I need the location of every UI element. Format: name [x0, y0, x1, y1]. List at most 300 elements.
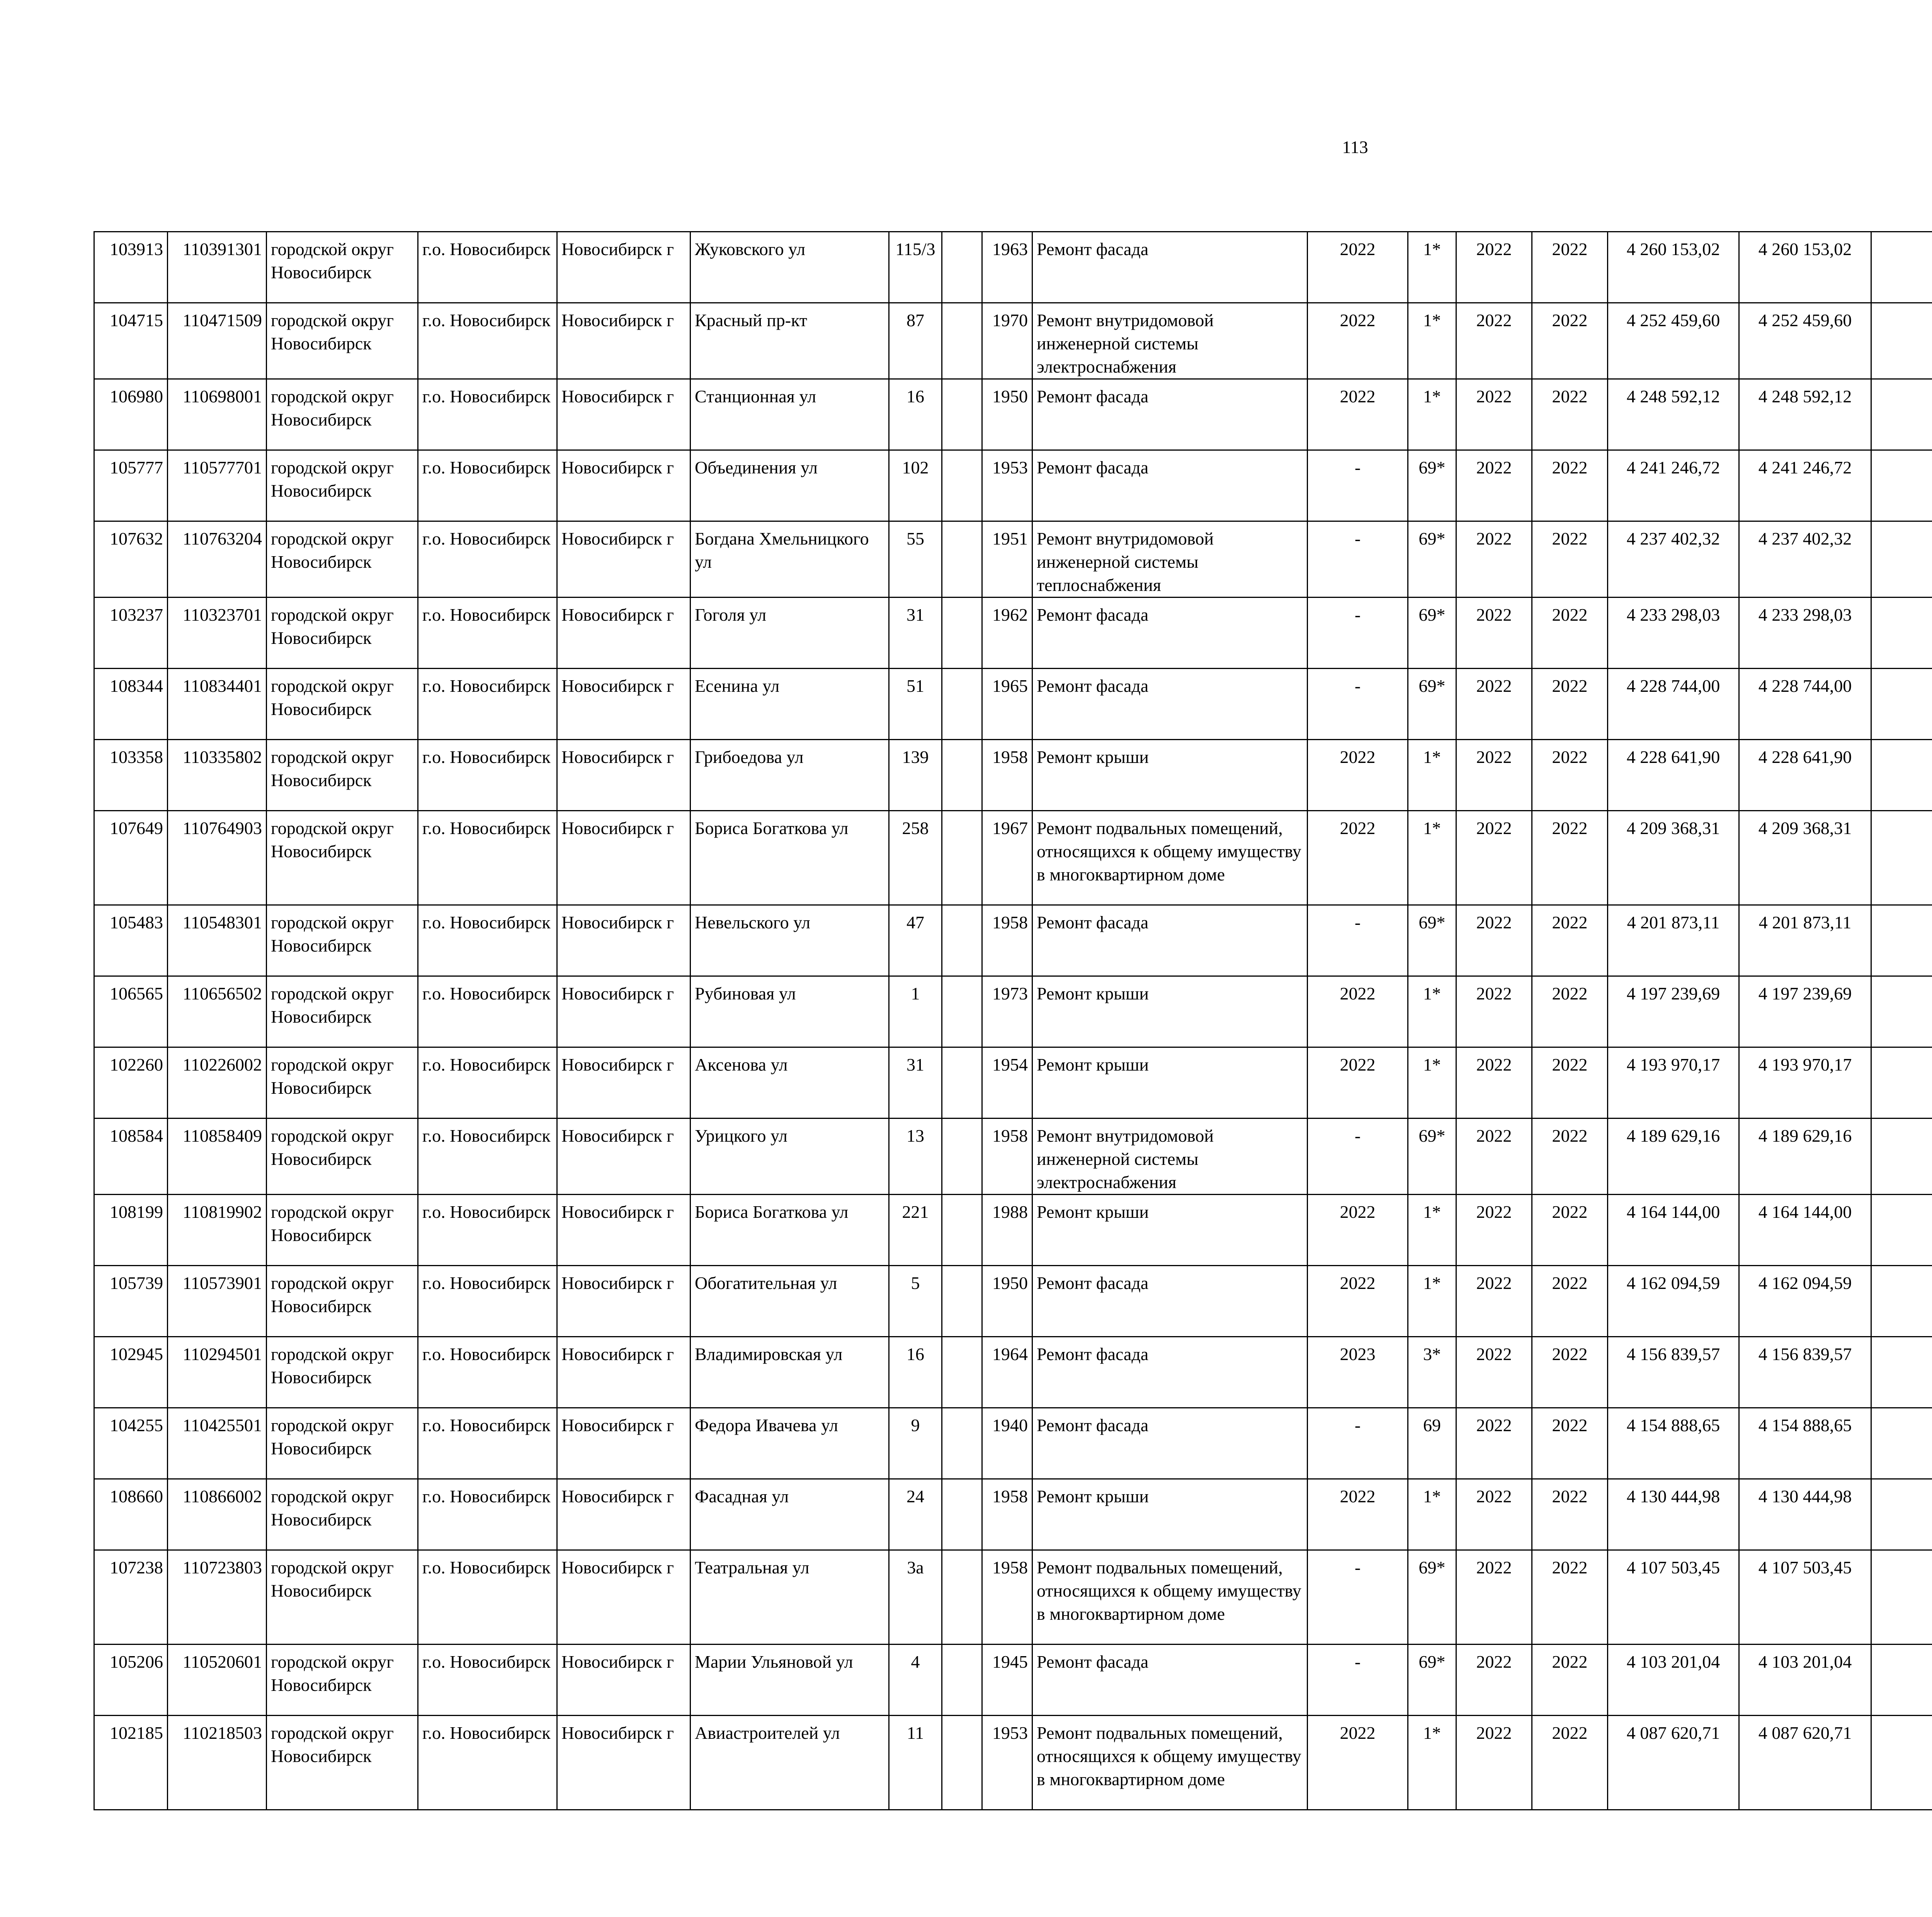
cell-end-year: 2022: [1532, 1645, 1608, 1716]
cell-budget-1: [1871, 450, 1932, 521]
cell-total-cost: 4 197 239,69: [1608, 976, 1739, 1047]
cell-end-year: 2022: [1532, 1266, 1608, 1337]
cell-budget-1: [1871, 1119, 1932, 1195]
cell-year: 1964: [982, 1337, 1032, 1408]
table-row: [94, 976, 1932, 1047]
cell-house: 5: [889, 1266, 942, 1337]
cell-city: Новосибирск г: [557, 1645, 690, 1716]
cell-start-year: 2022: [1456, 303, 1532, 379]
cell-street: Театральная ул: [690, 1550, 889, 1645]
cell-plan-year: -: [1308, 1550, 1408, 1645]
cell-budget-1: [1871, 740, 1932, 811]
cell-total-cost: 4 241 246,72: [1608, 450, 1739, 521]
table-row: [94, 303, 1932, 379]
cell-total-cost: 4 130 444,98: [1608, 1479, 1739, 1550]
cell-street: Марии Ульяновой ул: [690, 1645, 889, 1716]
cell-end-year: 2022: [1532, 450, 1608, 521]
table-row: [94, 450, 1932, 521]
cell-city: Новосибирск г: [557, 598, 690, 669]
cell-district: городской округ Новосибирск: [267, 1479, 418, 1550]
cell-start-year: 2022: [1456, 1119, 1532, 1195]
cell-fund-cost: 4 252 459,60: [1739, 303, 1871, 379]
cell-fund-cost: 4 154 888,65: [1739, 1408, 1871, 1479]
cell-building: [942, 1337, 982, 1408]
cell-id: 107632: [94, 521, 168, 598]
cell-work-type: Ремонт подвальных помещений, относящихся к общему имуществу в многоквартирном доме: [1032, 1550, 1308, 1645]
cell-building: [942, 1266, 982, 1337]
cell-id: 102260: [94, 1047, 168, 1119]
cell-city-district: г.о. Новосибирск: [418, 1408, 557, 1479]
table-row: [94, 1337, 1932, 1408]
cell-total-cost: 4 162 094,59: [1608, 1266, 1739, 1337]
cell-start-year: 2022: [1456, 1550, 1532, 1645]
cell-start-year: 2022: [1456, 521, 1532, 598]
cell-house: 1: [889, 976, 942, 1047]
cell-plan-year: -: [1308, 1645, 1408, 1716]
cell-total-cost: 4 237 402,32: [1608, 521, 1739, 598]
cell-code: 110548301: [168, 905, 267, 976]
cell-year: 1953: [982, 450, 1032, 521]
cell-plan-year: 2022: [1308, 811, 1408, 905]
cell-city-district: г.о. Новосибирск: [418, 1645, 557, 1716]
cell-fund-cost: 4 156 839,57: [1739, 1337, 1871, 1408]
cell-house: 16: [889, 379, 942, 450]
cell-house: 16: [889, 1337, 942, 1408]
cell-id: 106565: [94, 976, 168, 1047]
cell-id: 108584: [94, 1119, 168, 1195]
table-row: [94, 1408, 1932, 1479]
cell-year: 1962: [982, 598, 1032, 669]
cell-street: Богдана Хмельницкого ул: [690, 521, 889, 598]
cell-city-district: г.о. Новосибирск: [418, 1337, 557, 1408]
cell-reason: 69*: [1408, 1645, 1456, 1716]
cell-start-year: 2022: [1456, 1337, 1532, 1408]
cell-end-year: 2022: [1532, 976, 1608, 1047]
cell-total-cost: 4 209 368,31: [1608, 811, 1739, 905]
table-row: [94, 1645, 1932, 1716]
cell-fund-cost: 4 162 094,59: [1739, 1266, 1871, 1337]
cell-work-type: Ремонт фасада: [1032, 1645, 1308, 1716]
cell-building: [942, 1645, 982, 1716]
cell-reason: 69*: [1408, 1119, 1456, 1195]
cell-building: [942, 521, 982, 598]
cell-house: 258: [889, 811, 942, 905]
cell-start-year: 2022: [1456, 976, 1532, 1047]
cell-building: [942, 1716, 982, 1810]
cell-fund-cost: 4 228 744,00: [1739, 669, 1871, 740]
cell-district: городской округ Новосибирск: [267, 1645, 418, 1716]
cell-total-cost: 4 164 144,00: [1608, 1195, 1739, 1266]
cell-district: городской округ Новосибирск: [267, 976, 418, 1047]
cell-year: 1958: [982, 740, 1032, 811]
cell-work-type: Ремонт фасада: [1032, 905, 1308, 976]
cell-code: 110471509: [168, 303, 267, 379]
table-row: [94, 1479, 1932, 1550]
cell-budget-1: [1871, 1195, 1932, 1266]
cell-city-district: г.о. Новосибирск: [418, 811, 557, 905]
cell-building: [942, 1408, 982, 1479]
cell-end-year: 2022: [1532, 521, 1608, 598]
cell-code: 110226002: [168, 1047, 267, 1119]
cell-street: Бориса Богаткова ул: [690, 1195, 889, 1266]
cell-reason: 3*: [1408, 1337, 1456, 1408]
table-row: [94, 1195, 1932, 1266]
cell-district: городской округ Новосибирск: [267, 598, 418, 669]
cell-plan-year: -: [1308, 669, 1408, 740]
cell-fund-cost: 4 193 970,17: [1739, 1047, 1871, 1119]
cell-work-type: Ремонт фасада: [1032, 1337, 1308, 1408]
cell-reason: 1*: [1408, 1479, 1456, 1550]
cell-plan-year: 2022: [1308, 740, 1408, 811]
cell-city: Новосибирск г: [557, 1119, 690, 1195]
cell-code: 110866002: [168, 1479, 267, 1550]
cell-street: Авиастроителей ул: [690, 1716, 889, 1810]
cell-code: 110819902: [168, 1195, 267, 1266]
cell-city: Новосибирск г: [557, 976, 690, 1047]
cell-city-district: г.о. Новосибирск: [418, 976, 557, 1047]
table-row: [94, 1047, 1932, 1119]
table-row: [94, 598, 1932, 669]
cell-total-cost: 4 201 873,11: [1608, 905, 1739, 976]
cell-budget-1: [1871, 1550, 1932, 1645]
cell-plan-year: 2022: [1308, 1479, 1408, 1550]
cell-street: Урицкого ул: [690, 1119, 889, 1195]
cell-start-year: 2022: [1456, 598, 1532, 669]
cell-budget-1: [1871, 232, 1932, 303]
cell-id: 104255: [94, 1408, 168, 1479]
cell-end-year: 2022: [1532, 1337, 1608, 1408]
cell-city-district: г.о. Новосибирск: [418, 1479, 557, 1550]
table-row: [94, 905, 1932, 976]
cell-total-cost: 4 107 503,45: [1608, 1550, 1739, 1645]
cell-plan-year: -: [1308, 905, 1408, 976]
cell-id: 105483: [94, 905, 168, 976]
cell-budget-1: [1871, 1337, 1932, 1408]
cell-district: городской округ Новосибирск: [267, 1408, 418, 1479]
cell-street: Станционная ул: [690, 379, 889, 450]
cell-reason: 69*: [1408, 905, 1456, 976]
cell-work-type: Ремонт внутридомовой инженерной системы теплоснабжения: [1032, 521, 1308, 598]
table-row: [94, 811, 1932, 905]
cell-start-year: 2022: [1456, 740, 1532, 811]
cell-reason: 1*: [1408, 1047, 1456, 1119]
cell-total-cost: 4 156 839,57: [1608, 1337, 1739, 1408]
table-row: [94, 740, 1932, 811]
cell-building: [942, 669, 982, 740]
cell-budget-1: [1871, 976, 1932, 1047]
cell-id: 103913: [94, 232, 168, 303]
cell-city-district: г.о. Новосибирск: [418, 740, 557, 811]
cell-work-type: Ремонт подвальных помещений, относящихся к общему имуществу в многоквартирном доме: [1032, 1716, 1308, 1810]
cell-reason: 69*: [1408, 521, 1456, 598]
cell-house: 3а: [889, 1550, 942, 1645]
cell-budget-1: [1871, 303, 1932, 379]
cell-end-year: 2022: [1532, 811, 1608, 905]
table-row: [94, 669, 1932, 740]
cell-work-type: Ремонт крыши: [1032, 976, 1308, 1047]
cell-city: Новосибирск г: [557, 1716, 690, 1810]
cell-total-cost: 4 252 459,60: [1608, 303, 1739, 379]
table-row: [94, 1550, 1932, 1645]
cell-end-year: 2022: [1532, 379, 1608, 450]
cell-id: 102945: [94, 1337, 168, 1408]
cell-work-type: Ремонт подвальных помещений, относящихся к общему имуществу в многоквартирном доме: [1032, 811, 1308, 905]
cell-district: городской округ Новосибирск: [267, 232, 418, 303]
cell-start-year: 2022: [1456, 1047, 1532, 1119]
cell-fund-cost: 4 248 592,12: [1739, 379, 1871, 450]
cell-house: 13: [889, 1119, 942, 1195]
cell-district: городской округ Новосибирск: [267, 1550, 418, 1645]
cell-city-district: г.о. Новосибирск: [418, 1716, 557, 1810]
cell-total-cost: 4 228 641,90: [1608, 740, 1739, 811]
cell-work-type: Ремонт фасада: [1032, 1408, 1308, 1479]
cell-id: 105777: [94, 450, 168, 521]
cell-total-cost: 4 189 629,16: [1608, 1119, 1739, 1195]
cell-city-district: г.о. Новосибирск: [418, 669, 557, 740]
cell-city: Новосибирск г: [557, 1479, 690, 1550]
cell-start-year: 2022: [1456, 1645, 1532, 1716]
cell-reason: 1*: [1408, 303, 1456, 379]
cell-year: 1953: [982, 1716, 1032, 1810]
cell-house: 221: [889, 1195, 942, 1266]
cell-end-year: 2022: [1532, 1479, 1608, 1550]
cell-reason: 1*: [1408, 379, 1456, 450]
cell-year: 1958: [982, 1479, 1032, 1550]
cell-end-year: 2022: [1532, 740, 1608, 811]
cell-building: [942, 232, 982, 303]
cell-budget-1: [1871, 905, 1932, 976]
cell-work-type: Ремонт крыши: [1032, 740, 1308, 811]
cell-fund-cost: 4 103 201,04: [1739, 1645, 1871, 1716]
cell-year: 1963: [982, 232, 1032, 303]
cell-budget-1: [1871, 669, 1932, 740]
cell-end-year: 2022: [1532, 1119, 1608, 1195]
cell-district: городской округ Новосибирск: [267, 1716, 418, 1810]
cell-work-type: Ремонт фасада: [1032, 450, 1308, 521]
cell-year: 1988: [982, 1195, 1032, 1266]
cell-work-type: Ремонт крыши: [1032, 1047, 1308, 1119]
cell-id: 103358: [94, 740, 168, 811]
cell-building: [942, 1047, 982, 1119]
cell-end-year: 2022: [1532, 1195, 1608, 1266]
cell-street: Фасадная ул: [690, 1479, 889, 1550]
cell-plan-year: -: [1308, 1119, 1408, 1195]
cell-plan-year: 2022: [1308, 1195, 1408, 1266]
cell-city-district: г.о. Новосибирск: [418, 598, 557, 669]
cell-building: [942, 1479, 982, 1550]
cell-house: 115/3: [889, 232, 942, 303]
cell-work-type: Ремонт фасада: [1032, 598, 1308, 669]
cell-city-district: г.о. Новосибирск: [418, 1047, 557, 1119]
cell-start-year: 2022: [1456, 669, 1532, 740]
cell-id: 108344: [94, 669, 168, 740]
cell-work-type: Ремонт крыши: [1032, 1195, 1308, 1266]
cell-code: 110335802: [168, 740, 267, 811]
cell-building: [942, 811, 982, 905]
cell-plan-year: 2022: [1308, 976, 1408, 1047]
cell-code: 110858409: [168, 1119, 267, 1195]
table-row: [94, 1716, 1932, 1810]
cell-plan-year: 2023: [1308, 1337, 1408, 1408]
cell-district: городской округ Новосибирск: [267, 1047, 418, 1119]
cell-street: Грибоедова ул: [690, 740, 889, 811]
cell-budget-1: [1871, 811, 1932, 905]
cell-budget-1: [1871, 1479, 1932, 1550]
cell-budget-1: [1871, 1645, 1932, 1716]
cell-building: [942, 379, 982, 450]
cell-building: [942, 1550, 982, 1645]
cell-house: 55: [889, 521, 942, 598]
cell-building: [942, 450, 982, 521]
cell-work-type: Ремонт фасада: [1032, 379, 1308, 450]
cell-city-district: г.о. Новосибирск: [418, 379, 557, 450]
cell-street: Владимировская ул: [690, 1337, 889, 1408]
cell-id: 106980: [94, 379, 168, 450]
cell-end-year: 2022: [1532, 905, 1608, 976]
cell-city-district: г.о. Новосибирск: [418, 450, 557, 521]
cell-house: 31: [889, 1047, 942, 1119]
cell-year: 1970: [982, 303, 1032, 379]
cell-city: Новосибирск г: [557, 905, 690, 976]
cell-district: городской округ Новосибирск: [267, 1119, 418, 1195]
cell-building: [942, 1119, 982, 1195]
repair-program-table: [94, 231, 1932, 1810]
cell-reason: 69*: [1408, 598, 1456, 669]
cell-street: Аксенова ул: [690, 1047, 889, 1119]
cell-city: Новосибирск г: [557, 811, 690, 905]
cell-fund-cost: 4 130 444,98: [1739, 1479, 1871, 1550]
cell-work-type: Ремонт фасада: [1032, 1266, 1308, 1337]
cell-plan-year: 2022: [1308, 1047, 1408, 1119]
cell-code: 110294501: [168, 1337, 267, 1408]
cell-city: Новосибирск г: [557, 1337, 690, 1408]
cell-city: Новосибирск г: [557, 669, 690, 740]
cell-fund-cost: 4 228 641,90: [1739, 740, 1871, 811]
cell-code: 110656502: [168, 976, 267, 1047]
cell-building: [942, 598, 982, 669]
cell-street: Рубиновая ул: [690, 976, 889, 1047]
cell-street: Объединения ул: [690, 450, 889, 521]
cell-total-cost: 4 087 620,71: [1608, 1716, 1739, 1810]
cell-district: городской округ Новосибирск: [267, 905, 418, 976]
cell-start-year: 2022: [1456, 1266, 1532, 1337]
cell-district: городской округ Новосибирск: [267, 521, 418, 598]
cell-end-year: 2022: [1532, 232, 1608, 303]
cell-budget-1: [1871, 1408, 1932, 1479]
cell-district: городской округ Новосибирск: [267, 1266, 418, 1337]
cell-city-district: г.о. Новосибирск: [418, 1550, 557, 1645]
cell-code: 110834401: [168, 669, 267, 740]
cell-reason: 69*: [1408, 1550, 1456, 1645]
cell-reason: 1*: [1408, 232, 1456, 303]
cell-city: Новосибирск г: [557, 379, 690, 450]
cell-end-year: 2022: [1532, 1047, 1608, 1119]
cell-house: 47: [889, 905, 942, 976]
cell-reason: 69*: [1408, 450, 1456, 521]
table-row: [94, 521, 1932, 598]
cell-plan-year: -: [1308, 1408, 1408, 1479]
cell-id: 102185: [94, 1716, 168, 1810]
cell-code: 110763204: [168, 521, 267, 598]
cell-id: 105739: [94, 1266, 168, 1337]
cell-city: Новосибирск г: [557, 1047, 690, 1119]
cell-street: Жуковского ул: [690, 232, 889, 303]
cell-reason: 69: [1408, 1408, 1456, 1479]
cell-house: 102: [889, 450, 942, 521]
cell-code: 110218503: [168, 1716, 267, 1810]
cell-city: Новосибирск г: [557, 450, 690, 521]
cell-total-cost: 4 154 888,65: [1608, 1408, 1739, 1479]
cell-city: Новосибирск г: [557, 1408, 690, 1479]
cell-fund-cost: 4 189 629,16: [1739, 1119, 1871, 1195]
cell-end-year: 2022: [1532, 1408, 1608, 1479]
cell-house: 31: [889, 598, 942, 669]
cell-city: Новосибирск г: [557, 1266, 690, 1337]
cell-code: 110520601: [168, 1645, 267, 1716]
cell-budget-1: [1871, 379, 1932, 450]
cell-start-year: 2022: [1456, 905, 1532, 976]
cell-reason: 1*: [1408, 811, 1456, 905]
table-row: [94, 379, 1932, 450]
cell-id: 108660: [94, 1479, 168, 1550]
cell-fund-cost: 4 107 503,45: [1739, 1550, 1871, 1645]
cell-house: 87: [889, 303, 942, 379]
cell-street: Красный пр-кт: [690, 303, 889, 379]
cell-code: 110573901: [168, 1266, 267, 1337]
cell-building: [942, 303, 982, 379]
cell-year: 1973: [982, 976, 1032, 1047]
cell-fund-cost: 4 237 402,32: [1739, 521, 1871, 598]
cell-fund-cost: 4 233 298,03: [1739, 598, 1871, 669]
cell-fund-cost: 4 164 144,00: [1739, 1195, 1871, 1266]
cell-end-year: 2022: [1532, 1550, 1608, 1645]
cell-reason: 1*: [1408, 976, 1456, 1047]
cell-city-district: г.о. Новосибирск: [418, 1195, 557, 1266]
cell-work-type: Ремонт крыши: [1032, 1479, 1308, 1550]
cell-budget-1: [1871, 598, 1932, 669]
cell-street: Гоголя ул: [690, 598, 889, 669]
cell-start-year: 2022: [1456, 1716, 1532, 1810]
cell-house: 24: [889, 1479, 942, 1550]
cell-total-cost: 4 248 592,12: [1608, 379, 1739, 450]
cell-end-year: 2022: [1532, 669, 1608, 740]
cell-year: 1950: [982, 379, 1032, 450]
cell-total-cost: 4 103 201,04: [1608, 1645, 1739, 1716]
cell-fund-cost: 4 260 153,02: [1739, 232, 1871, 303]
cell-district: городской округ Новосибирск: [267, 811, 418, 905]
cell-id: 103237: [94, 598, 168, 669]
cell-start-year: 2022: [1456, 450, 1532, 521]
cell-plan-year: 2022: [1308, 1716, 1408, 1810]
cell-reason: 1*: [1408, 740, 1456, 811]
cell-budget-1: [1871, 521, 1932, 598]
cell-id: 105206: [94, 1645, 168, 1716]
cell-fund-cost: 4 241 246,72: [1739, 450, 1871, 521]
cell-total-cost: 4 193 970,17: [1608, 1047, 1739, 1119]
cell-end-year: 2022: [1532, 1716, 1608, 1810]
cell-reason: 69*: [1408, 669, 1456, 740]
cell-building: [942, 740, 982, 811]
cell-building: [942, 1195, 982, 1266]
cell-city-district: г.о. Новосибирск: [418, 1119, 557, 1195]
cell-work-type: Ремонт внутридомовой инженерной системы электроснабжения: [1032, 303, 1308, 379]
cell-street: Бориса Богаткова ул: [690, 811, 889, 905]
cell-city-district: г.о. Новосибирск: [418, 905, 557, 976]
table-body: [94, 232, 1932, 1810]
cell-total-cost: 4 233 298,03: [1608, 598, 1739, 669]
cell-start-year: 2022: [1456, 811, 1532, 905]
cell-work-type: Ремонт фасада: [1032, 232, 1308, 303]
